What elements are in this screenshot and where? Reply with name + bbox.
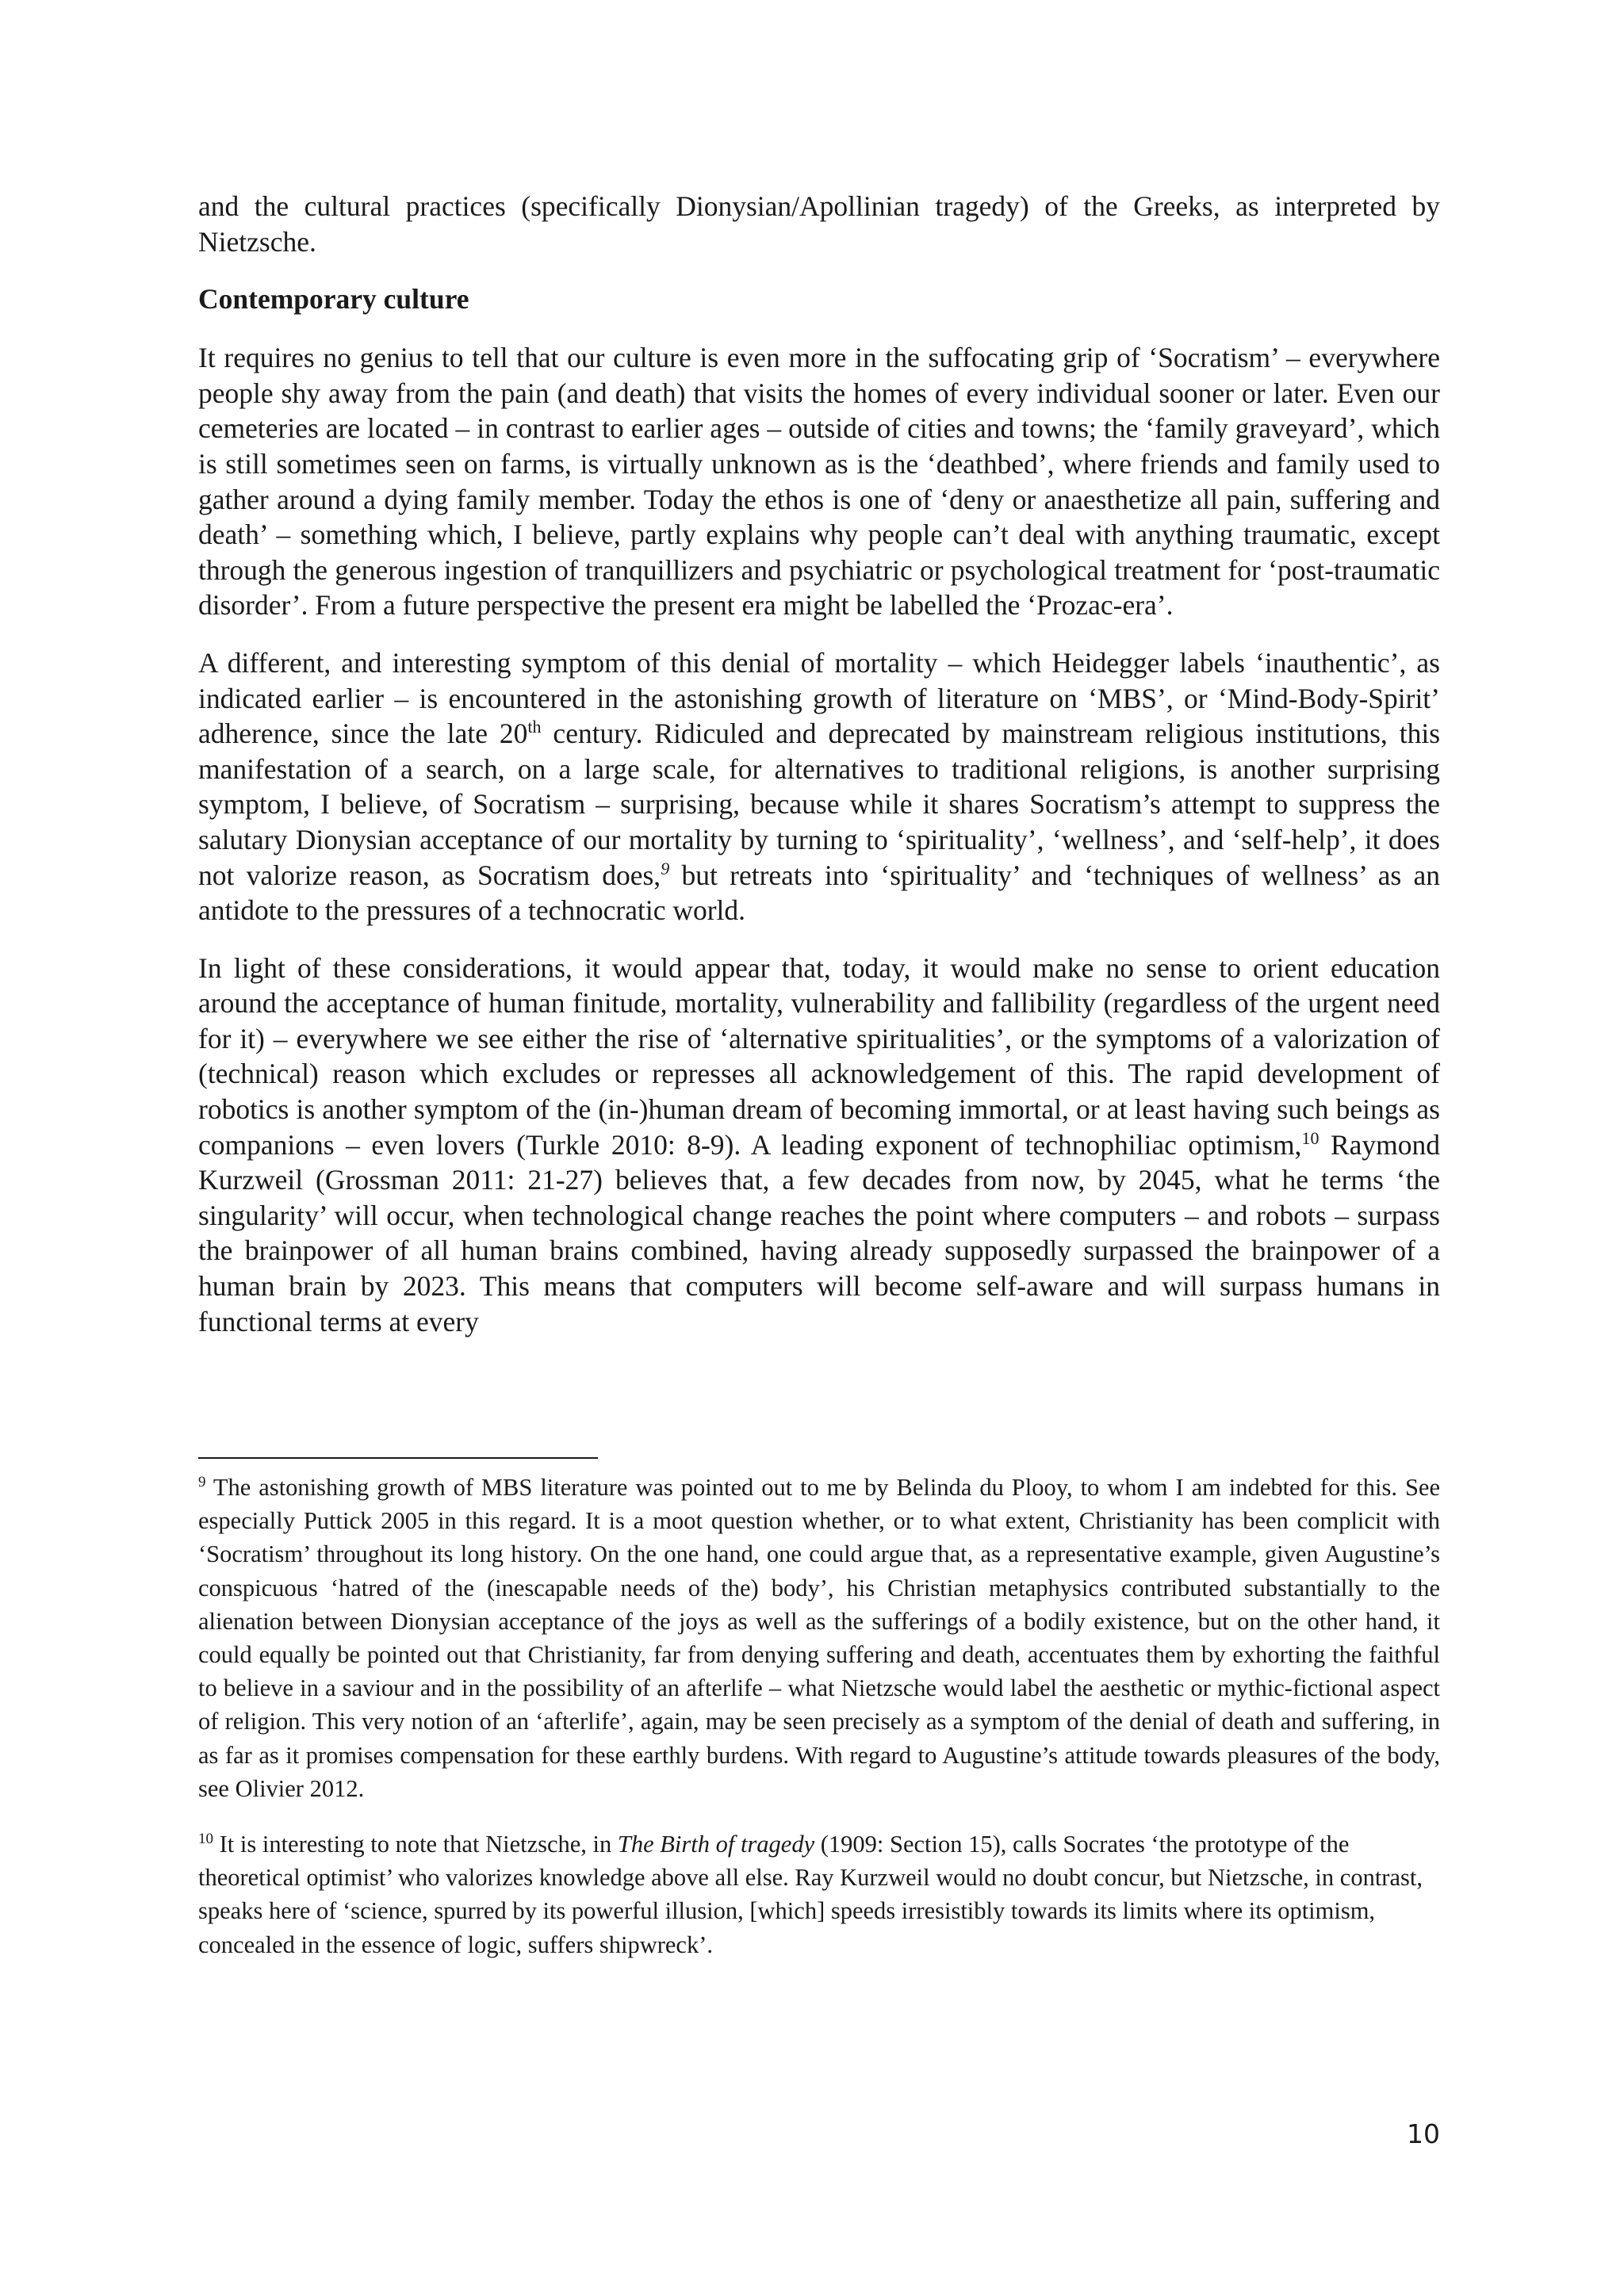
paragraph-1 xyxy=(198,340,1440,623)
section-heading: Contemporary culture xyxy=(198,283,469,316)
footnote-10-text-before: It is interesting to note that Nietzsche, in xyxy=(213,1831,618,1858)
paragraph-2-text-part3: but retreats into ‘spirituality’ and ‘techniques of wellness’ as an antidote to the pressures of a technocratic world. xyxy=(198,859,1440,927)
footnote-9-number: 9 xyxy=(198,1473,206,1490)
book-title: The Birth of tragedy xyxy=(617,1831,815,1858)
footnotes xyxy=(198,1471,1440,1984)
footnote-ref-9: 9 xyxy=(661,858,670,878)
intro-text: and the cultural practices (specifically Dionysian/Apollinian tragedy) of the Greeks, as interpreted by Nietzsche. xyxy=(198,190,1440,258)
footnote-10-number: 10 xyxy=(198,1830,213,1847)
paragraph-2-text-part2: century. Ridiculed and deprecated by mainstream religious institutions, this manifestation of a search, on a large scale, for alternatives to traditional religions, is another surprising symptom, I believe, of Socratism – surprising, because while it shares Socratism’s attempt to suppress the salutary Dionysian acceptance of our mortality by turning to ‘spirituality’, ‘wellness’, and ‘self-help’, it does not valorize reason, as Socratism does, xyxy=(198,718,1441,891)
footnote-ref-10: 10 xyxy=(1301,1127,1320,1148)
paragraph-3-text-part1: In light of these considerations, it would appear that, today, it would make no sense to orient education around the acceptance of human finitude, mortality, vulnerability and fallibility (regardless of the urgent need for it) – everywhere we see either the rise of ‘alternative spiritualities’, or the symptoms of a valorization of (technical) reason which excludes or represses all acknowledgement of this. The rapid development of robotics is another symptom of the (in-)human dream of becoming immortal, or at least having such beings as companions – even lovers (Turkle 2010: 8-9). A leading exponent of technophiliac optimism, xyxy=(198,951,1440,1161)
footnote-9 xyxy=(198,1471,1440,1805)
paragraph-2 xyxy=(198,645,1440,928)
intro-paragraph xyxy=(198,189,1440,259)
paragraph-3-text-part2: Raymond Kurzweil (Grossman 2011: 21-27) believes that, a few decades from now, by 2045, what he terms ‘the singularity’ will occur, when technological change reaches the point where computers – and robots – surpass the brainpower of all human brains combined, having already supposedly surpassed the brainpower of a human brain by 2023. This means that computers will become self-aware and will surpass humans in functional terms at every xyxy=(198,1128,1440,1337)
ordinal-superscript: th xyxy=(527,717,542,737)
footnote-separator xyxy=(198,1457,598,1459)
footnote-10-text-after: (1909: Section 15), calls Socrates ‘the prototype of the theoretical optimist’ who valorizes knowledge above all else. Ray Kurzweil would no doubt concur, but Nietzsche, in contrast, speaks here of ‘science, spurred by its powerful illusion, [which] speeds irresistibly towards its limits where its optimism, concealed in the essence of logic, suffers shipwreck’. xyxy=(198,1831,1423,1958)
footnote-9-text: The astonishing growth of MBS literature was pointed out to me by Belinda du Plooy, to whom I am indebted for this. See especially Puttick 2005 in this regard. It is a moot question whether, or to what extent, Christianity has been complicit with ‘Socratism’ throughout its long history. On the one hand, one could argue that, as a representative example, given Augustine’s conspicuous ‘hatred of the (inescapable needs of the) body’, his Christian metaphysics contributed substantially to the alienation between Dionysian acceptance of the joys as well as the sufferings of a bodily existence, but on the other hand, it could equally be pointed out that Christianity, far from denying suffering and death, accentuates them by exhorting the faithful to believe in a saviour and in the possibility of an afterlife – what Nietzsche would label the aesthetic or mythic-fictional aspect of religion. This very notion of an ‘afterlife’, again, may be seen precisely as a symptom of the denial of death and suffering, in as far as it promises compensation for these earthly burdens. With regard to Augustine’s attitude towards pleasures of the body, see Olivier 2012. xyxy=(198,1474,1440,1802)
paragraph-3 xyxy=(198,951,1440,1340)
paragraph-2-text-part1: A different, and interesting symptom of this denial of mortality – which Heidegger labels ‘inauthentic’, as indicated earlier – is encountered in the astonishing growth of literature on ‘MBS’, or ‘Mind-Body-Spirit’ adherence, since the late 20 xyxy=(198,646,1440,750)
footnote-10 xyxy=(198,1827,1440,1961)
page-body xyxy=(198,189,1440,1361)
page-number: 10 xyxy=(1407,2118,1440,2149)
paragraph-1-text: It requires no genius to tell that our culture is even more in the suffocating grip of ‘Socratism’ – everywhere people shy away from the pain (and death) that visits the homes of every individual sooner or later. Even our cemeteries are located – in contrast to earlier ages – outside of cities and towns; the ‘family graveyard’, which is still sometimes seen on farms, is virtually unknown as is the ‘deathbed’, where friends and family used to gather around a dying family member. Today the ethos is one of ‘deny or anaesthetize all pain, suffering and death’ – something which, I believe, partly explains why people can’t deal with anything traumatic, except through the generous ingestion of tranquillizers and psychiatric or psychological treatment for ‘post-traumatic disorder’. From a future perspective the present era might be labelled the ‘Prozac-era’. xyxy=(198,342,1440,622)
